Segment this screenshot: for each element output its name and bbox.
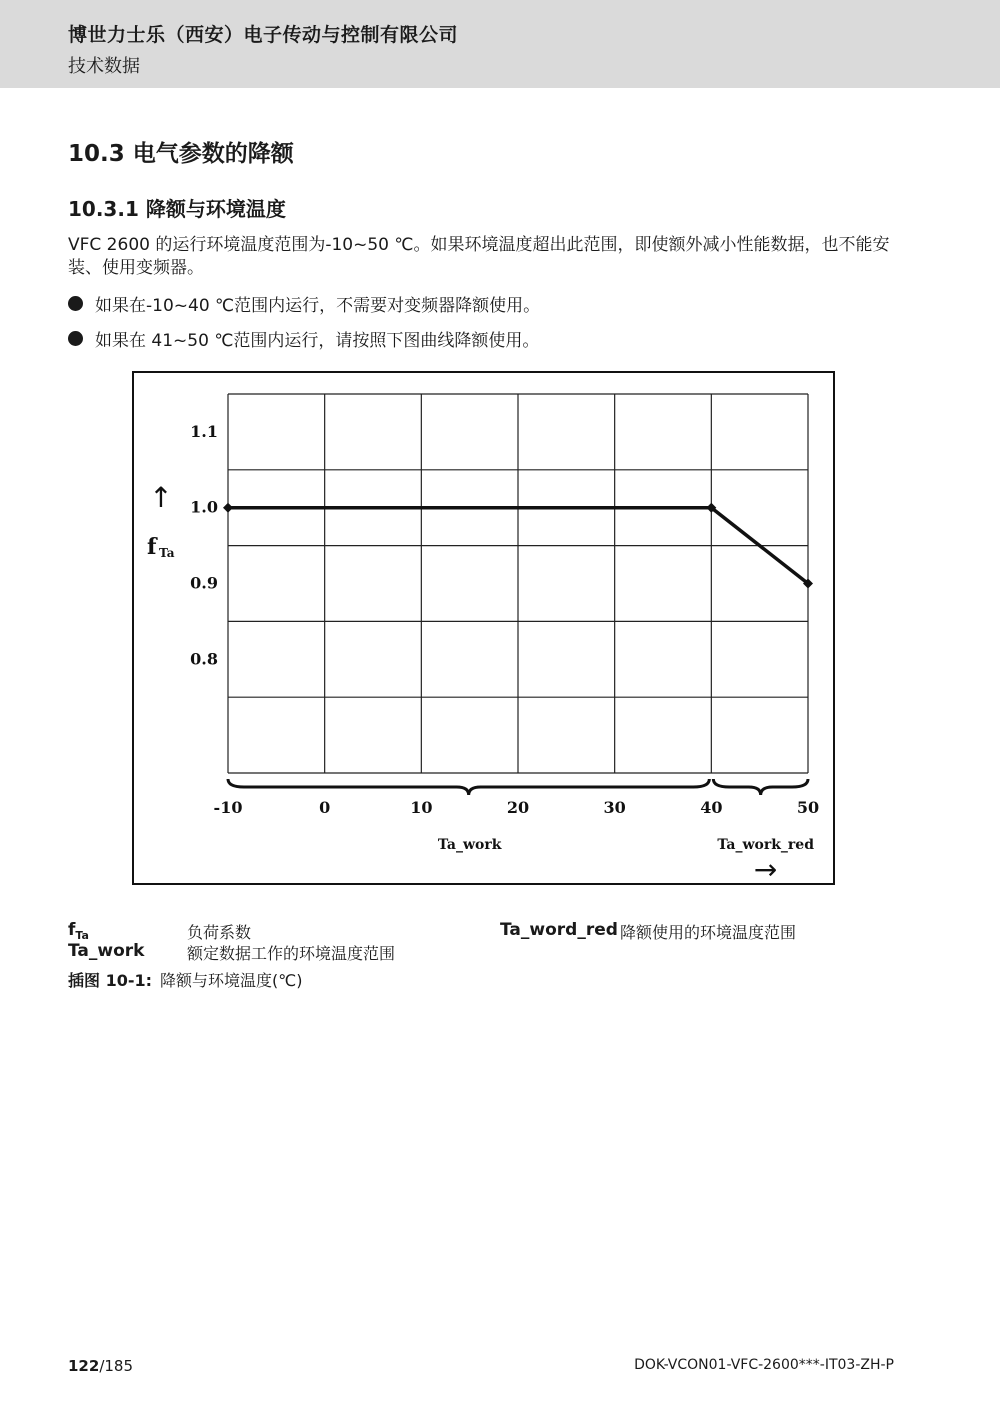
legend-f-desc: 负荷系数 [187,923,252,942]
figure-caption [68,968,302,991]
company-name: 博世力士乐（西安）电子传动与控制有限公司 [68,24,459,46]
brace-ta-work [228,779,709,795]
subsection-heading: 10.3.1 降额与环境温度 [68,197,286,221]
x-axis-arrow-icon: → [753,853,778,883]
bullet-text: 如果在-10~40 ℃范围内运行，不需要对变频器降额使用。 [95,296,541,316]
bullet-item [68,291,540,316]
x-tick-label: 40 [700,798,723,817]
header-band [0,0,1000,88]
page-number: 122/185 [68,1357,133,1375]
y-tick-label: 0.9 [190,573,218,593]
caption-text: 降额与环境温度(℃) [160,971,303,990]
section-heading: 10.3 电气参数的降额 [68,141,294,167]
y-tick-label: 1.1 [190,421,218,441]
x-tick-label: 10 [410,798,433,817]
brace-ta-work-red [713,779,808,795]
y-tick-label: 0.8 [190,649,218,669]
document-id: DOK-VCON01-VFC-2600***-IT03-ZH-P [634,1357,894,1373]
data-point-marker [223,503,233,513]
bullet-item [68,326,539,351]
range-braces [228,779,808,795]
y-axis-label-subscript: Ta [159,546,175,560]
chart-svg [134,373,833,883]
legend-work-term: Ta_work [68,941,145,961]
legend-red-term: Ta_word_red [500,920,618,940]
range-label-work-red: Ta_work_red [717,837,815,853]
x-tick-label: 30 [603,798,626,817]
label-layer [147,422,819,883]
x-tick-label: 20 [506,798,530,817]
chapter-subtitle: 技术数据 [68,56,140,77]
chart-grid [228,394,808,773]
bullet-text: 如果在 41~50 ℃范围内运行，请按照下图曲线降额使用。 [95,331,540,351]
range-label-work: Ta_work [437,837,502,853]
caption-label: 插图 10-1: [68,971,153,990]
derating-chart [132,371,835,885]
y-axis-arrow-icon: ↑ [149,481,173,514]
x-tick-label: 50 [796,798,820,817]
bullet-dot-icon [68,331,83,346]
bullet-dot-icon [68,296,83,311]
intro-paragraph: VFC 2600 的运行环境温度范围为-10~50 ℃。如果环境温度超出此范围，即使额外减小性能数据，也不能安装、使用变频器。 [68,235,890,278]
y-axis-label: f [147,534,157,560]
x-tick-label: -10 [213,798,243,817]
legend-f-term: $f_{Ta}$ [68,920,89,942]
legend-red-desc: 降额使用的环境温度范围 [620,923,797,942]
legend-work-desc: 额定数据工作的环境温度范围 [187,944,396,963]
x-tick-label: 0 [319,798,331,817]
y-tick-label: 1.0 [190,497,218,517]
